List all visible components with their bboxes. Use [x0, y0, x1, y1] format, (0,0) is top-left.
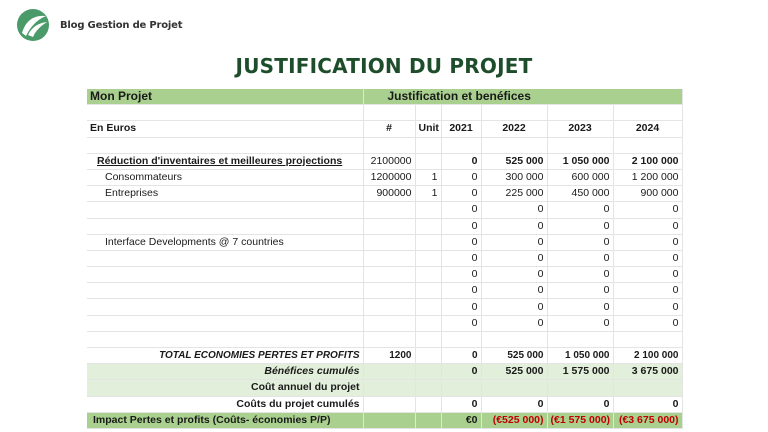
- row-value: 0: [441, 283, 481, 299]
- col-year-2021: 2021: [441, 121, 481, 137]
- row-unit: [415, 267, 441, 283]
- impact-2024: (€3 675 000): [613, 412, 682, 428]
- row-num: [363, 267, 415, 283]
- row-value: 0: [481, 234, 547, 250]
- row-num: [363, 315, 415, 331]
- row-unit: [415, 202, 441, 218]
- row-value: 0: [481, 299, 547, 315]
- row-label: [87, 315, 363, 331]
- row-value: 0: [613, 218, 682, 234]
- row-value: 0: [481, 283, 547, 299]
- justification-table: [87, 89, 683, 429]
- row-value: 300 000: [481, 169, 547, 185]
- annual-cost-row: [87, 380, 682, 396]
- cc-2022: 0: [481, 396, 547, 412]
- page-title: JUSTIFICATION DU PROJET: [235, 54, 533, 78]
- row-value: 0: [441, 218, 481, 234]
- table-row: [87, 202, 682, 218]
- col-year-2022: 2022: [481, 121, 547, 137]
- row-num: [363, 202, 415, 218]
- row-num: [363, 299, 415, 315]
- total-2021: 0: [441, 348, 481, 364]
- cb-2024: 3 675 000: [613, 364, 682, 380]
- cumulative-benefits-row: [87, 364, 682, 380]
- row-unit: [415, 234, 441, 250]
- logo-text: Blog Gestion de Projet: [60, 19, 183, 31]
- row-value: 0: [613, 299, 682, 315]
- col-label: En Euros: [87, 121, 363, 137]
- row-num: 2100000: [363, 153, 415, 169]
- row-label: [87, 202, 363, 218]
- row-value: 0: [441, 153, 481, 169]
- leaf-logo-icon: [14, 8, 54, 42]
- table-row: [87, 218, 682, 234]
- table-row: [87, 315, 682, 331]
- row-unit: [415, 299, 441, 315]
- row-label: [87, 250, 363, 266]
- total-num: 1200: [363, 348, 415, 364]
- row-value: 0: [613, 315, 682, 331]
- row-unit: [415, 153, 441, 169]
- row-value: 0: [547, 315, 613, 331]
- cc-2023: 0: [547, 396, 613, 412]
- impact-label: Impact Pertes et profits (Coûts- économies P/P): [87, 412, 363, 428]
- total-label: TOTAL ECONOMIES PERTES ET PROFITS: [87, 348, 363, 364]
- row-num: [363, 250, 415, 266]
- total-2024: 2 100 000: [613, 348, 682, 364]
- row-unit: [415, 218, 441, 234]
- row-value: 0: [613, 267, 682, 283]
- impact-2021: €0: [441, 412, 481, 428]
- row-value: 0: [441, 299, 481, 315]
- col-year-2023: 2023: [547, 121, 613, 137]
- row-value: 0: [441, 315, 481, 331]
- row-value: 225 000: [481, 186, 547, 202]
- table-row: [87, 169, 682, 185]
- row-unit: [415, 315, 441, 331]
- row-value: 0: [441, 169, 481, 185]
- row-value: 0: [441, 234, 481, 250]
- row-value: 0: [481, 218, 547, 234]
- title-row: [87, 89, 682, 105]
- annual-cost-label: Coût annuel du projet: [87, 380, 363, 396]
- row-unit: 1: [415, 186, 441, 202]
- row-value: 0: [547, 250, 613, 266]
- cumulative-costs-row: [87, 396, 682, 412]
- row-value: 0: [547, 299, 613, 315]
- spreadsheet: [87, 89, 682, 429]
- cb-2022: 525 000: [481, 364, 547, 380]
- cumulative-costs-label: Coûts du projet cumulés: [87, 396, 363, 412]
- impact-row: [87, 412, 682, 428]
- table-row: [87, 267, 682, 283]
- row-value: 0: [481, 315, 547, 331]
- row-value: 450 000: [547, 186, 613, 202]
- cc-2021: 0: [441, 396, 481, 412]
- column-header-row: [87, 121, 682, 137]
- row-num: 900000: [363, 186, 415, 202]
- cumulative-benefits-label: Bénéfices cumulés: [87, 364, 363, 380]
- row-label: [87, 218, 363, 234]
- row-unit: 1: [415, 169, 441, 185]
- row-value: 900 000: [613, 186, 682, 202]
- row-value: 1 050 000: [547, 153, 613, 169]
- row-label: Réduction d'inventaires et meilleures projections: [87, 153, 363, 169]
- row-num: [363, 218, 415, 234]
- row-label: Entreprises: [87, 186, 363, 202]
- table-row: [87, 186, 682, 202]
- row-value: 0: [613, 250, 682, 266]
- row-value: 600 000: [547, 169, 613, 185]
- row-value: 2 100 000: [613, 153, 682, 169]
- data-rows: [87, 153, 682, 331]
- row-unit: [415, 250, 441, 266]
- row-value: 0: [441, 267, 481, 283]
- row-value: 0: [441, 250, 481, 266]
- row-value: 0: [481, 267, 547, 283]
- row-value: 0: [441, 186, 481, 202]
- total-row: [87, 348, 682, 364]
- table-row: [87, 283, 682, 299]
- row-value: 0: [547, 234, 613, 250]
- row-label: [87, 267, 363, 283]
- table-row: [87, 153, 682, 169]
- row-value: 0: [481, 250, 547, 266]
- col-unit: Unit: [415, 121, 441, 137]
- total-2023: 1 050 000: [547, 348, 613, 364]
- impact-2022: (€525 000): [481, 412, 547, 428]
- row-value: 0: [547, 218, 613, 234]
- row-value: 0: [481, 202, 547, 218]
- row-value: 0: [613, 234, 682, 250]
- row-label: [87, 283, 363, 299]
- table-row: [87, 234, 682, 250]
- project-label: Mon Projet: [87, 89, 363, 105]
- row-label: [87, 299, 363, 315]
- row-label: Consommateurs: [87, 169, 363, 185]
- total-2022: 525 000: [481, 348, 547, 364]
- cb-2023: 1 575 000: [547, 364, 613, 380]
- row-value: 0: [613, 283, 682, 299]
- impact-2023: (€1 575 000): [547, 412, 613, 428]
- col-year-2024: 2024: [613, 121, 682, 137]
- row-value: 1 200 000: [613, 169, 682, 185]
- table-row: [87, 299, 682, 315]
- row-value: 0: [613, 202, 682, 218]
- row-label: Interface Developments @ 7 countries: [87, 234, 363, 250]
- table-row: [87, 250, 682, 266]
- row-num: 1200000: [363, 169, 415, 185]
- row-value: 0: [547, 202, 613, 218]
- cc-2024: 0: [613, 396, 682, 412]
- section-label: Justification et benéfices: [363, 89, 682, 105]
- blog-logo[interactable]: [14, 8, 182, 42]
- row-num: [363, 234, 415, 250]
- col-num: #: [363, 121, 415, 137]
- row-value: 0: [441, 202, 481, 218]
- cb-2021: 0: [441, 364, 481, 380]
- row-num: [363, 283, 415, 299]
- row-unit: [415, 283, 441, 299]
- row-value: 525 000: [481, 153, 547, 169]
- row-value: 0: [547, 267, 613, 283]
- row-value: 0: [547, 283, 613, 299]
